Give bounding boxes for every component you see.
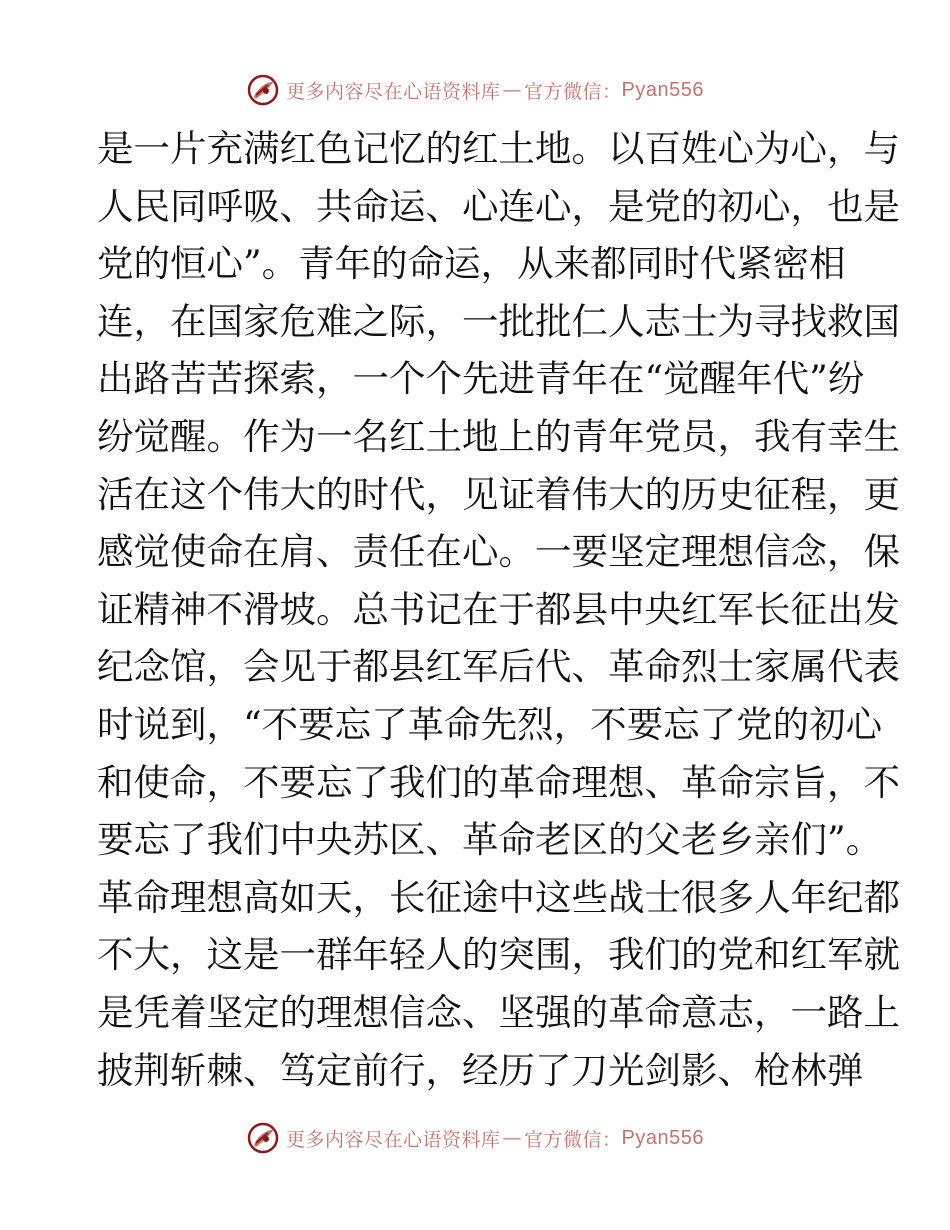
text-line: 活在这个伟大的时代，见证着伟大的历史征程，更 [97, 472, 900, 516]
text-line: 党的恒心”。青年的命运，从来都同时代紧密相 [97, 242, 846, 286]
text-line: 纪念馆，会见于都县红军后代、革命烈士家属代表 [97, 645, 900, 689]
text-line: 披荆斩棘、笃定前行，经历了刀光剑影、枪林弹 [97, 1048, 864, 1092]
text-line: 要忘了我们中央苏区、革命老区的父老乡亲们”。 [97, 818, 883, 862]
footer-separator: — [502, 1127, 523, 1149]
pen-logo-icon [246, 1121, 280, 1155]
text-line: 不大，这是一群年轻人的突围，我们的党和红军就 [97, 933, 900, 977]
header-wechat-label: 官方微信： [524, 80, 622, 103]
text-line: 人民同呼吸、共命运、心连心，是党的初心，也是 [97, 184, 900, 228]
text-line: 和使命，不要忘了我们的革命理想、革命宗旨，不 [97, 760, 900, 804]
footer-wechat-id: Pyan556 [621, 1126, 704, 1149]
text-line: 是凭着坚定的理想信念、坚强的革命意志，一路上 [97, 990, 900, 1034]
header-wechat-id: Pyan556 [621, 78, 704, 101]
footer-wechat-label: 官方微信： [524, 1128, 622, 1151]
text-line: 革命理想高如天，长征途中这些战士很多人年纪都 [97, 875, 900, 919]
text-line: 纷觉醒。作为一名红土地上的青年党员，我有幸生 [97, 414, 900, 458]
footer-site-text: 更多内容尽在心语资料库 [286, 1128, 501, 1151]
text-line: 是一片充满红色记忆的红土地。以百姓心为心，与 [97, 127, 900, 170]
pen-logo-icon [246, 73, 280, 107]
header-site-text: 更多内容尽在心语资料库 [286, 80, 501, 103]
footer-banner [0, 1118, 950, 1158]
header-separator: — [502, 79, 523, 101]
text-line: 证精神不滑坡。总书记在于都县中央红军长征出发 [97, 587, 900, 631]
text-line: 连，在国家危难之际，一批批仁人志士为寻找救国 [97, 299, 900, 343]
text-line: 感觉使命在肩、责任在心。一要坚定理想信念，保 [97, 530, 900, 574]
header-banner [0, 70, 950, 110]
text-line: 时说到，“不要忘了革命先烈，不要忘了党的初心 [97, 702, 883, 746]
body-text [97, 120, 900, 1099]
text-line: 出路苦苦探索，一个个先进青年在“觉醒年代”纷 [97, 357, 865, 401]
